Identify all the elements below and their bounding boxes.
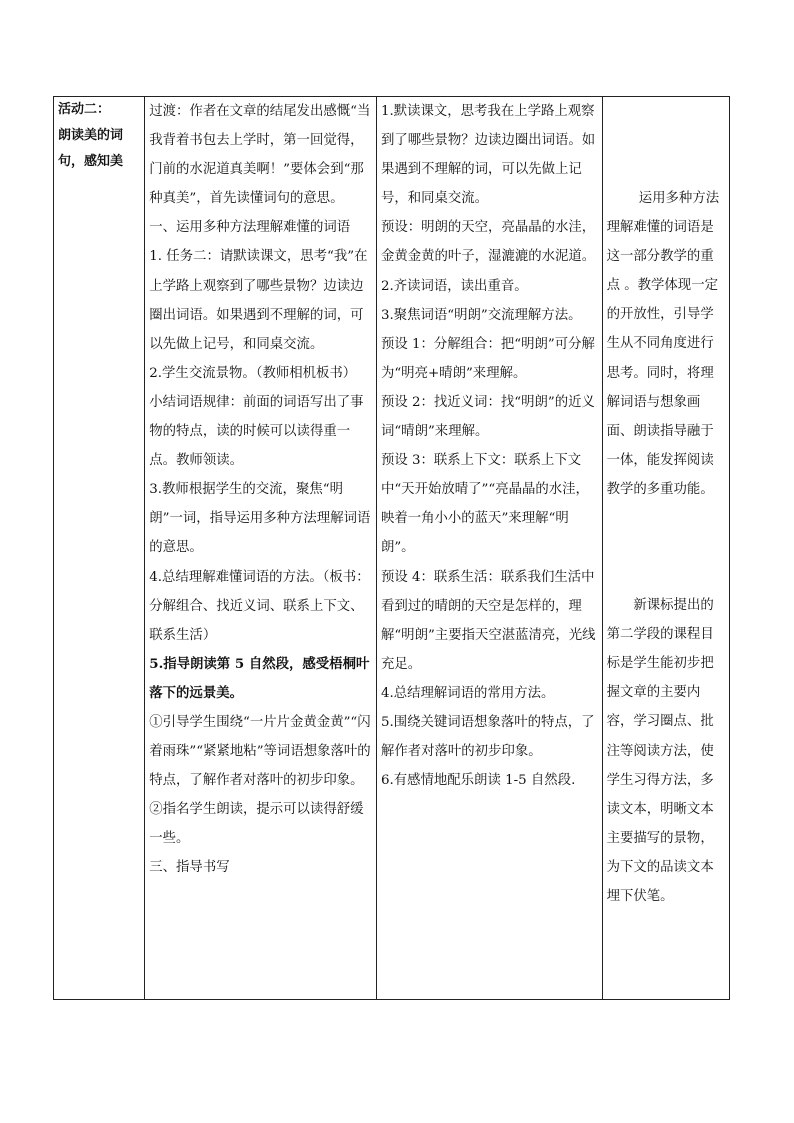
activity-title: 活动二： bbox=[58, 102, 111, 117]
teacher-paragraph: 4.总结理解难懂词语的方法。（板书：分解组合、找近义词、联系上下文、联系生活） bbox=[149, 569, 370, 643]
teacher-paragraph: 三、指导书写 bbox=[149, 860, 230, 876]
student-paragraph: 预设 2：找近义词：找“明朗”的近义词“晴朗”来理解。 bbox=[380, 394, 595, 440]
student-paragraph: 1.默读课文，思考我在上学路上观察到了哪些景物？边读边圈出词语。如果遇到不理解的词，可以先做上记号，和同桌交流。 bbox=[380, 104, 596, 207]
teacher-paragraph: ②指名学生朗读，提示可以读得舒缓一些。 bbox=[149, 802, 364, 847]
activity-cell bbox=[54, 97, 145, 1000]
student-paragraph: 3.聚焦词语“明朗”交流理解方法。 bbox=[380, 307, 582, 323]
design-notes-cell bbox=[602, 97, 729, 1000]
teacher-activity-cell bbox=[145, 97, 377, 1000]
student-paragraph: 5.围绕关键词语想象落叶的特点，了解作者对落叶的初步印象。 bbox=[380, 714, 595, 760]
teacher-paragraph: 2.学生交流景物。（教师相机板书） bbox=[149, 365, 357, 381]
student-paragraph: 预设 1：分解组合：把“明朗”可分解为“明亮+晴朗”来理解。 bbox=[380, 336, 595, 381]
student-activity-cell bbox=[376, 97, 602, 1000]
teacher-paragraph: 5.指导朗读第 5 自然段，感受梧桐叶落下的远景美。 bbox=[149, 655, 370, 701]
student-paragraph: 6.有感情地配乐朗读 1-5 自然段. bbox=[380, 773, 576, 789]
activity-two-row bbox=[54, 97, 730, 1000]
student-paragraph: 4.总结理解词语的常用方法。 bbox=[380, 685, 555, 701]
teacher-paragraph: 1. 任务二：请默读课文，思考“我”在上学路上观察到了哪些景物？边读边圈出词语。如果遇到不理解的词，可以先做上记号，和同桌交流。 bbox=[149, 249, 368, 352]
lesson-plan-table bbox=[53, 96, 730, 1000]
design-note: 运用多种方法理解难懂的词语是这一部分教学的重点 。教学体现一定的开放性，引导学生从不同角度进行思考。同时，将理解词语与想象画面、朗读指导融于一体，能发挥阅读教学的多重功能。 bbox=[606, 191, 720, 497]
activity-subtitle: 朗读美的词句，感知美 bbox=[58, 128, 124, 169]
student-paragraph: 预设：明朗的天空，亮晶晶的水洼，金黄金黄的叶子，湿漉漉的水泥道。 bbox=[380, 220, 596, 265]
student-paragraph: 预设 3：联系上下文：联系上下文中“天开始放晴了”“亮晶晶的水洼，映着一角小小的蓝天”来理解“明朗”。 bbox=[380, 453, 589, 556]
teacher-paragraph: 一、运用多种方法理解难懂的词语 bbox=[149, 220, 351, 236]
design-note: 新课标提出的第二学段的课程目标是学生能初步把握文章的主要内容，学习圈点、批注等阅读方法，使学生习得方法，多读文本，明晰文本主要描写的景物，为下文的品读文本埋下伏笔。 bbox=[606, 598, 714, 904]
student-paragraph: 2.齐读词语，读出重音。 bbox=[380, 278, 528, 294]
student-paragraph: 预设 4：联系生活：联系我们生活中看到过的晴朗的天空是怎样的，理解“明朗”主要指天空湛蓝清亮，光线充足。 bbox=[380, 569, 596, 672]
teacher-paragraph: ①引导学生围绕“一片片金黄金黄”“闪着雨珠”“紧紧地粘”等词语想象落叶的特点，了解作者对落叶的初步印象。 bbox=[149, 714, 371, 789]
teacher-paragraph: 过渡：作者在文章的结尾发出感慨“当我背着书包去上学时，第一回觉得，门前的水泥道真美啊！”要体会到“那种真美”，首先读懂词句的意思。 bbox=[149, 104, 371, 207]
teacher-paragraph: 3.教师根据学生的交流，聚焦“明朗”一词，指导运用多种方法理解词语的意思。 bbox=[149, 482, 371, 556]
teacher-paragraph: 小结词语规律：前面的词语写出了事物的特点，读的时候可以读得重一点。教师领读。 bbox=[149, 394, 364, 469]
